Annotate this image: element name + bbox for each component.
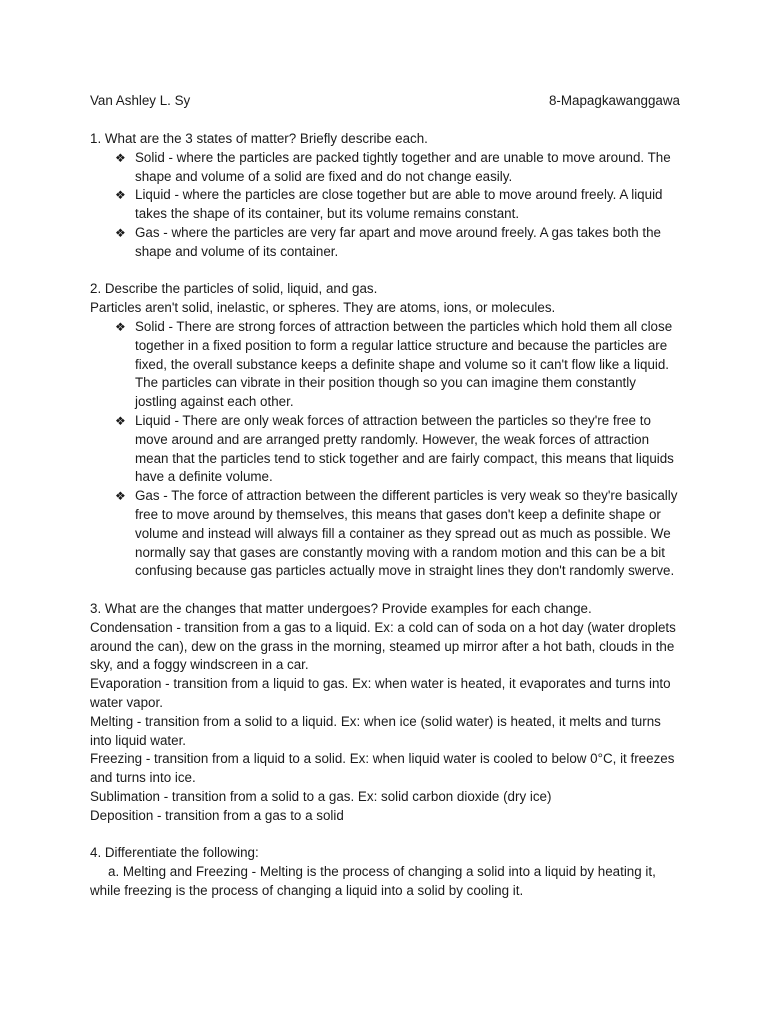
student-section: 8-Mapagkawanggawa: [548, 93, 680, 108]
diamond-bullet-icon: ❖: [115, 225, 126, 240]
change-melting: Melting - transition from a solid to a liquid. Ex: when ice (solid water) is heated, it melts and turns into liquid water.: [90, 713, 661, 748]
document-header: [90, 92, 680, 111]
diamond-bullet-icon: ❖: [115, 489, 126, 504]
question-4: 4. Differentiate the following:: [90, 845, 259, 861]
question-2-intro: Particles aren't solid, inelastic, or spheres. They are atoms, ions, or molecules.: [90, 300, 556, 316]
question-4-answer-a: a. Melting and Freezing - Melting is the process of changing a solid into a liquid by heating it, while freezing is the process of changing a liquid into a solid by cooling it.: [90, 864, 656, 898]
question-2-answers: [90, 318, 680, 581]
document-content: [90, 92, 680, 901]
diamond-bullet-icon: ❖: [115, 188, 126, 203]
list-item: ❖ Gas - The force of attraction between the different particles is very weak so they're basically free to move around by themselves, this means that gases don't keep a definite shape or volume and instead will always fill a container as they spread out as much as possible. We normally say that gases are constantly moving with a random motion and this can be a bit confusing because gas particles actually move in straight lines they don't randomly swerve.: [115, 488, 678, 579]
change-condensation: Condensation - transition from a gas to a liquid. Ex: a cold can of soda on a hot day (water droplets around the can), dew on the grass in the morning, steamed up mirror after a hot bath, clouds in the sky, and a foggy windscreen in a car.: [90, 619, 676, 673]
list-item: ❖ Gas - where the particles are very far apart and move around freely. A gas takes both the shape and volume of its container.: [115, 224, 661, 259]
student-name: Van Ashley L. Sy: [90, 93, 191, 108]
list-item: ❖ Solid - There are strong forces of attraction between the particles which hold them all close together in a fixed position to form a regular lattice structure and because the particles are fixed, the overall substance keeps a definite shape and volume so it can't flow like a liquid. The particles can vibrate in their position though so you can imagine them constantly jostling against each other.: [115, 318, 673, 410]
question-3: 3. What are the changes that matter undergoes? Provide examples for each change.: [90, 600, 592, 616]
diamond-bullet-icon: ❖: [115, 150, 126, 165]
change-deposition: Deposition - transition from a gas to a solid: [90, 807, 344, 823]
diamond-bullet-icon: ❖: [115, 319, 126, 334]
question-1-answers: [90, 149, 680, 262]
change-freezing: Freezing - transition from a liquid to a solid. Ex: when liquid water is cooled to below 0°C, it freezes and turns into ice.: [90, 751, 675, 786]
question-1: 1. What are the 3 states of matter? Briefly describe each.: [90, 131, 428, 146]
change-evaporation: Evaporation - transition from a liquid to gas. Ex: when water is heated, it evaporates and turns into water vapor.: [90, 676, 671, 710]
list-item: ❖ Liquid - where the particles are close together but are able to move around freely. A liquid takes the shape of its container, but its volume remains constant.: [115, 187, 663, 222]
list-item: ❖ Solid - where the particles are packed tightly together and are unable to move around. The shape and volume of a solid are fixed and do not change easily.: [115, 149, 671, 184]
question-2: 2. Describe the particles of solid, liquid, and gas.: [90, 281, 378, 297]
diamond-bullet-icon: ❖: [115, 413, 126, 428]
list-item: ❖ Liquid - There are only weak forces of attraction between the particles so they're free to move around and are arranged pretty randomly. However, the weak forces of attraction mean that the particles tend to stick together and are fairly compact, this means that liquids have a definite volume.: [115, 412, 674, 485]
change-sublimation: Sublimation - transition from a solid to a gas. Ex: solid carbon dioxide (dry ice): [90, 788, 552, 804]
